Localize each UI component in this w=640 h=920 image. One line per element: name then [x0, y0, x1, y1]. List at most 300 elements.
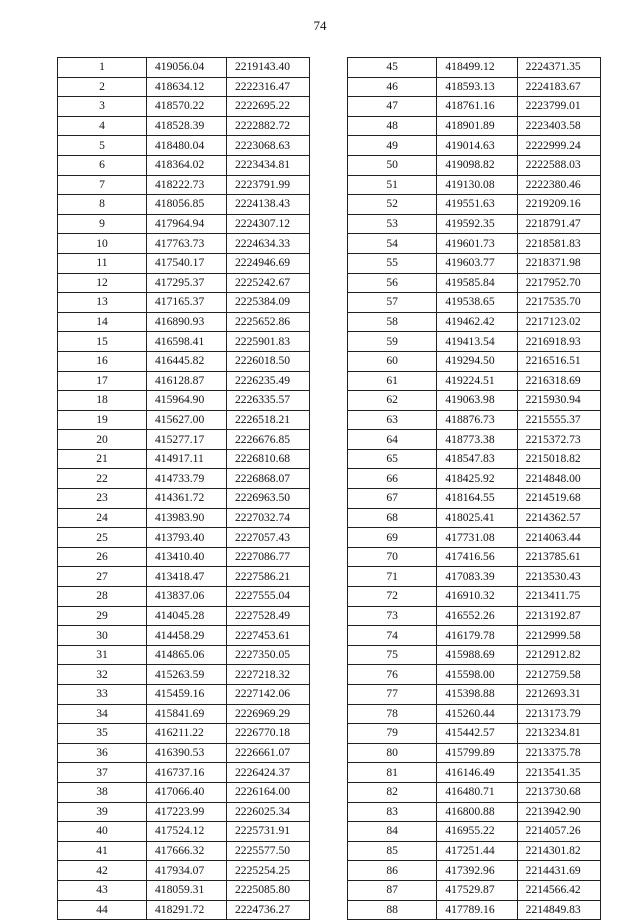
point-number-cell: 88	[348, 900, 437, 920]
x-coordinate-cell: 419056.04	[147, 58, 227, 78]
x-coordinate-cell: 417295.37	[147, 273, 227, 293]
y-coordinate-cell: 2213785.61	[517, 547, 600, 567]
point-number-cell: 5	[58, 136, 147, 156]
x-coordinate-cell: 418059.31	[147, 880, 227, 900]
x-coordinate-cell: 417789.16	[437, 900, 517, 920]
table-row	[348, 253, 601, 273]
point-number-cell: 53	[348, 214, 437, 234]
x-coordinate-cell: 417934.07	[147, 861, 227, 881]
y-coordinate-cell: 2224138.43	[227, 195, 310, 215]
x-coordinate-cell: 414458.29	[147, 626, 227, 646]
point-number-cell: 63	[348, 410, 437, 430]
point-number-cell: 49	[348, 136, 437, 156]
x-coordinate-cell: 413410.40	[147, 547, 227, 567]
x-coordinate-cell: 418773.38	[437, 430, 517, 450]
table-row	[58, 136, 310, 156]
point-number-cell: 82	[348, 782, 437, 802]
y-coordinate-cell: 2227350.05	[227, 645, 310, 665]
table-row	[348, 685, 601, 705]
table-row	[58, 77, 310, 97]
x-coordinate-cell: 413837.06	[147, 587, 227, 607]
x-coordinate-cell: 415263.59	[147, 665, 227, 685]
point-number-cell: 1	[58, 58, 147, 78]
table-row	[58, 273, 310, 293]
table-row	[58, 822, 310, 842]
point-number-cell: 7	[58, 175, 147, 195]
table-row	[58, 449, 310, 469]
x-coordinate-cell: 416445.82	[147, 351, 227, 371]
x-coordinate-cell: 418499.12	[437, 58, 517, 78]
x-coordinate-cell: 419551.63	[437, 195, 517, 215]
table-row	[58, 116, 310, 136]
point-number-cell: 10	[58, 234, 147, 254]
y-coordinate-cell: 2217952.70	[517, 273, 600, 293]
point-number-cell: 21	[58, 449, 147, 469]
table-row	[58, 704, 310, 724]
x-coordinate-cell: 418291.72	[147, 900, 227, 920]
table-row	[348, 626, 601, 646]
table-row	[58, 97, 310, 117]
x-coordinate-cell: 417964.94	[147, 214, 227, 234]
y-coordinate-cell: 2225254.25	[227, 861, 310, 881]
table-row	[58, 626, 310, 646]
table-row	[58, 645, 310, 665]
y-coordinate-cell: 2215018.82	[517, 449, 600, 469]
table-row	[348, 391, 601, 411]
x-coordinate-cell: 416128.87	[147, 371, 227, 391]
y-coordinate-cell: 2226518.21	[227, 410, 310, 430]
x-coordinate-cell: 418547.83	[437, 449, 517, 469]
point-number-cell: 40	[58, 822, 147, 842]
point-number-cell: 30	[58, 626, 147, 646]
x-coordinate-cell: 416480.71	[437, 782, 517, 802]
y-coordinate-cell: 2218581.83	[517, 234, 600, 254]
x-coordinate-cell: 415799.89	[437, 743, 517, 763]
x-coordinate-cell: 418634.12	[147, 77, 227, 97]
x-coordinate-cell: 417540.17	[147, 253, 227, 273]
table-row	[348, 645, 601, 665]
table-row	[58, 841, 310, 861]
x-coordinate-cell: 416598.41	[147, 332, 227, 352]
point-number-cell: 19	[58, 410, 147, 430]
y-coordinate-cell: 2223799.01	[517, 97, 600, 117]
table-row	[58, 547, 310, 567]
table-row	[348, 430, 601, 450]
table-row	[348, 175, 601, 195]
table-row	[58, 900, 310, 920]
page-number: 74	[313, 18, 327, 33]
point-number-cell: 50	[348, 155, 437, 175]
y-coordinate-cell: 2227218.32	[227, 665, 310, 685]
y-coordinate-cell: 2218791.47	[517, 214, 600, 234]
coordinates-table-left	[57, 57, 310, 920]
y-coordinate-cell: 2219209.16	[517, 195, 600, 215]
x-coordinate-cell: 416211.22	[147, 724, 227, 744]
table-row	[58, 58, 310, 78]
x-coordinate-cell: 416955.22	[437, 822, 517, 842]
y-coordinate-cell: 2217123.02	[517, 312, 600, 332]
table-row	[58, 351, 310, 371]
y-coordinate-cell: 2225242.67	[227, 273, 310, 293]
y-coordinate-cell: 2224946.69	[227, 253, 310, 273]
x-coordinate-cell: 416890.93	[147, 312, 227, 332]
y-coordinate-cell: 2214566.42	[517, 880, 600, 900]
table-row	[348, 77, 601, 97]
y-coordinate-cell: 2217535.70	[517, 293, 600, 313]
x-coordinate-cell: 417083.39	[437, 567, 517, 587]
table-row	[348, 195, 601, 215]
y-coordinate-cell: 2226770.18	[227, 724, 310, 744]
y-coordinate-cell: 2213530.43	[517, 567, 600, 587]
x-coordinate-cell: 418901.89	[437, 116, 517, 136]
table-row	[58, 175, 310, 195]
x-coordinate-cell: 415260.44	[437, 704, 517, 724]
point-number-cell: 70	[348, 547, 437, 567]
coordinates-table-right	[347, 57, 601, 920]
table-row	[58, 371, 310, 391]
point-number-cell: 35	[58, 724, 147, 744]
point-number-cell: 75	[348, 645, 437, 665]
x-coordinate-cell: 416800.88	[437, 802, 517, 822]
point-number-cell: 43	[58, 880, 147, 900]
x-coordinate-cell: 415277.17	[147, 430, 227, 450]
point-number-cell: 17	[58, 371, 147, 391]
y-coordinate-cell: 2214431.69	[517, 861, 600, 881]
point-number-cell: 56	[348, 273, 437, 293]
table-row	[58, 508, 310, 528]
point-number-cell: 6	[58, 155, 147, 175]
x-coordinate-cell: 415459.16	[147, 685, 227, 705]
x-coordinate-cell: 416552.26	[437, 606, 517, 626]
y-coordinate-cell: 2226335.57	[227, 391, 310, 411]
y-coordinate-cell: 2224736.27	[227, 900, 310, 920]
x-coordinate-cell: 418593.13	[437, 77, 517, 97]
table-row	[348, 567, 601, 587]
x-coordinate-cell: 418425.92	[437, 469, 517, 489]
point-number-cell: 64	[348, 430, 437, 450]
table-row	[58, 214, 310, 234]
table-row	[348, 293, 601, 313]
point-number-cell: 61	[348, 371, 437, 391]
table-row	[348, 528, 601, 548]
y-coordinate-cell: 2223403.58	[517, 116, 600, 136]
table-row	[348, 900, 601, 920]
x-coordinate-cell: 415964.90	[147, 391, 227, 411]
table-row	[348, 97, 601, 117]
table-row	[58, 391, 310, 411]
y-coordinate-cell: 2222380.46	[517, 175, 600, 195]
x-coordinate-cell: 417524.12	[147, 822, 227, 842]
point-number-cell: 9	[58, 214, 147, 234]
y-coordinate-cell: 2219143.40	[227, 58, 310, 78]
point-number-cell: 13	[58, 293, 147, 313]
x-coordinate-cell: 417066.40	[147, 782, 227, 802]
point-number-cell: 59	[348, 332, 437, 352]
y-coordinate-cell: 2212999.58	[517, 626, 600, 646]
point-number-cell: 32	[58, 665, 147, 685]
y-coordinate-cell: 2226018.50	[227, 351, 310, 371]
y-coordinate-cell: 2226868.07	[227, 469, 310, 489]
y-coordinate-cell: 2212759.58	[517, 665, 600, 685]
y-coordinate-cell: 2226235.49	[227, 371, 310, 391]
table-row	[58, 743, 310, 763]
point-number-cell: 83	[348, 802, 437, 822]
y-coordinate-cell: 2226810.68	[227, 449, 310, 469]
point-number-cell: 51	[348, 175, 437, 195]
y-coordinate-cell: 2216918.93	[517, 332, 600, 352]
table-row	[348, 116, 601, 136]
x-coordinate-cell: 418164.55	[437, 489, 517, 509]
y-coordinate-cell: 2213541.35	[517, 763, 600, 783]
table-row	[348, 332, 601, 352]
point-number-cell: 62	[348, 391, 437, 411]
table-row	[348, 214, 601, 234]
x-coordinate-cell: 419130.08	[437, 175, 517, 195]
x-coordinate-cell: 417529.87	[437, 880, 517, 900]
x-coordinate-cell: 416179.78	[437, 626, 517, 646]
point-number-cell: 11	[58, 253, 147, 273]
point-number-cell: 39	[58, 802, 147, 822]
y-coordinate-cell: 2227032.74	[227, 508, 310, 528]
x-coordinate-cell: 419585.84	[437, 273, 517, 293]
point-number-cell: 8	[58, 195, 147, 215]
table-row	[58, 410, 310, 430]
y-coordinate-cell: 2227555.04	[227, 587, 310, 607]
table-row	[348, 508, 601, 528]
table-row	[58, 880, 310, 900]
y-coordinate-cell: 2213942.90	[517, 802, 600, 822]
y-coordinate-cell: 2224183.67	[517, 77, 600, 97]
y-coordinate-cell: 2227057.43	[227, 528, 310, 548]
y-coordinate-cell: 2214063.44	[517, 528, 600, 548]
point-number-cell: 47	[348, 97, 437, 117]
point-number-cell: 57	[348, 293, 437, 313]
point-number-cell: 24	[58, 508, 147, 528]
point-number-cell: 4	[58, 116, 147, 136]
table-row	[348, 704, 601, 724]
point-number-cell: 14	[58, 312, 147, 332]
point-number-cell: 81	[348, 763, 437, 783]
y-coordinate-cell: 2226025.34	[227, 802, 310, 822]
y-coordinate-cell: 2227453.61	[227, 626, 310, 646]
x-coordinate-cell: 417165.37	[147, 293, 227, 313]
y-coordinate-cell: 2227142.06	[227, 685, 310, 705]
point-number-cell: 3	[58, 97, 147, 117]
y-coordinate-cell: 2227528.49	[227, 606, 310, 626]
x-coordinate-cell: 414045.28	[147, 606, 227, 626]
table-row	[348, 724, 601, 744]
y-coordinate-cell: 2214057.26	[517, 822, 600, 842]
y-coordinate-cell: 2226969.29	[227, 704, 310, 724]
y-coordinate-cell: 2213730.68	[517, 782, 600, 802]
x-coordinate-cell: 419538.65	[437, 293, 517, 313]
x-coordinate-cell: 419014.63	[437, 136, 517, 156]
table-row	[58, 312, 310, 332]
y-coordinate-cell: 2212693.31	[517, 685, 600, 705]
x-coordinate-cell: 419224.51	[437, 371, 517, 391]
y-coordinate-cell: 2216318.69	[517, 371, 600, 391]
point-number-cell: 41	[58, 841, 147, 861]
y-coordinate-cell: 2212912.82	[517, 645, 600, 665]
y-coordinate-cell: 2222695.22	[227, 97, 310, 117]
table-row	[58, 763, 310, 783]
table-row	[348, 410, 601, 430]
x-coordinate-cell: 419098.82	[437, 155, 517, 175]
table-row	[348, 449, 601, 469]
point-number-cell: 85	[348, 841, 437, 861]
point-number-cell: 34	[58, 704, 147, 724]
point-number-cell: 45	[348, 58, 437, 78]
point-number-cell: 65	[348, 449, 437, 469]
y-coordinate-cell: 2224634.33	[227, 234, 310, 254]
table-row	[348, 469, 601, 489]
point-number-cell: 72	[348, 587, 437, 607]
point-number-cell: 31	[58, 645, 147, 665]
table-row	[348, 371, 601, 391]
y-coordinate-cell: 2223434.81	[227, 155, 310, 175]
x-coordinate-cell: 415598.00	[437, 665, 517, 685]
y-coordinate-cell: 2227086.77	[227, 547, 310, 567]
point-number-cell: 42	[58, 861, 147, 881]
table-row	[348, 136, 601, 156]
table-row	[348, 234, 601, 254]
point-number-cell: 16	[58, 351, 147, 371]
point-number-cell: 29	[58, 606, 147, 626]
point-number-cell: 78	[348, 704, 437, 724]
x-coordinate-cell: 417416.56	[437, 547, 517, 567]
table-row	[348, 763, 601, 783]
x-coordinate-cell: 418364.02	[147, 155, 227, 175]
point-number-cell: 73	[348, 606, 437, 626]
point-number-cell: 23	[58, 489, 147, 509]
y-coordinate-cell: 2222999.24	[517, 136, 600, 156]
table-row	[58, 253, 310, 273]
table-row	[58, 155, 310, 175]
table-row	[348, 547, 601, 567]
table-row	[348, 606, 601, 626]
table-row	[348, 782, 601, 802]
x-coordinate-cell: 416910.32	[437, 587, 517, 607]
y-coordinate-cell: 2213173.79	[517, 704, 600, 724]
x-coordinate-cell: 419413.54	[437, 332, 517, 352]
y-coordinate-cell: 2215555.37	[517, 410, 600, 430]
table-row	[58, 489, 310, 509]
y-coordinate-cell: 2222882.72	[227, 116, 310, 136]
point-number-cell: 60	[348, 351, 437, 371]
x-coordinate-cell: 414917.11	[147, 449, 227, 469]
x-coordinate-cell: 417666.32	[147, 841, 227, 861]
x-coordinate-cell: 415841.69	[147, 704, 227, 724]
point-number-cell: 12	[58, 273, 147, 293]
x-coordinate-cell: 414361.72	[147, 489, 227, 509]
x-coordinate-cell: 418056.85	[147, 195, 227, 215]
point-number-cell: 79	[348, 724, 437, 744]
y-coordinate-cell: 2225085.80	[227, 880, 310, 900]
x-coordinate-cell: 416390.53	[147, 743, 227, 763]
point-number-cell: 84	[348, 822, 437, 842]
table-row	[58, 528, 310, 548]
x-coordinate-cell: 418480.04	[147, 136, 227, 156]
point-number-cell: 37	[58, 763, 147, 783]
table-row	[58, 606, 310, 626]
x-coordinate-cell: 418528.39	[147, 116, 227, 136]
x-coordinate-cell: 419063.98	[437, 391, 517, 411]
table-row	[348, 273, 601, 293]
point-number-cell: 28	[58, 587, 147, 607]
table-row	[58, 469, 310, 489]
point-number-cell: 44	[58, 900, 147, 920]
x-coordinate-cell: 417392.96	[437, 861, 517, 881]
table-row	[58, 430, 310, 450]
x-coordinate-cell: 417763.73	[147, 234, 227, 254]
y-coordinate-cell: 2214301.82	[517, 841, 600, 861]
y-coordinate-cell: 2226424.37	[227, 763, 310, 783]
point-number-cell: 54	[348, 234, 437, 254]
point-number-cell: 36	[58, 743, 147, 763]
point-number-cell: 55	[348, 253, 437, 273]
table-row	[348, 861, 601, 881]
y-coordinate-cell: 2225652.86	[227, 312, 310, 332]
y-coordinate-cell: 2213234.81	[517, 724, 600, 744]
y-coordinate-cell: 2226661.07	[227, 743, 310, 763]
point-number-cell: 33	[58, 685, 147, 705]
table-row	[58, 293, 310, 313]
point-number-cell: 80	[348, 743, 437, 763]
table-row	[348, 841, 601, 861]
point-number-cell: 76	[348, 665, 437, 685]
x-coordinate-cell: 418222.73	[147, 175, 227, 195]
y-coordinate-cell: 2222316.47	[227, 77, 310, 97]
y-coordinate-cell: 2214848.00	[517, 469, 600, 489]
table-row	[58, 195, 310, 215]
x-coordinate-cell: 418761.16	[437, 97, 517, 117]
x-coordinate-cell: 417251.44	[437, 841, 517, 861]
point-number-cell: 2	[58, 77, 147, 97]
x-coordinate-cell: 419294.50	[437, 351, 517, 371]
x-coordinate-cell: 413983.90	[147, 508, 227, 528]
x-coordinate-cell: 418570.22	[147, 97, 227, 117]
y-coordinate-cell: 2214362.57	[517, 508, 600, 528]
y-coordinate-cell: 2216516.51	[517, 351, 600, 371]
point-number-cell: 26	[58, 547, 147, 567]
x-coordinate-cell: 415442.57	[437, 724, 517, 744]
y-coordinate-cell: 2215372.73	[517, 430, 600, 450]
table-row	[58, 587, 310, 607]
y-coordinate-cell: 2225901.83	[227, 332, 310, 352]
table-row	[348, 743, 601, 763]
table-row	[348, 312, 601, 332]
point-number-cell: 15	[58, 332, 147, 352]
x-coordinate-cell: 418025.41	[437, 508, 517, 528]
x-coordinate-cell: 413793.40	[147, 528, 227, 548]
x-coordinate-cell: 419601.73	[437, 234, 517, 254]
table-row	[348, 155, 601, 175]
y-coordinate-cell: 2213375.78	[517, 743, 600, 763]
x-coordinate-cell: 414733.79	[147, 469, 227, 489]
y-coordinate-cell: 2222588.03	[517, 155, 600, 175]
table-row	[348, 822, 601, 842]
x-coordinate-cell: 417731.08	[437, 528, 517, 548]
x-coordinate-cell: 419462.42	[437, 312, 517, 332]
x-coordinate-cell: 416737.16	[147, 763, 227, 783]
table-row	[58, 685, 310, 705]
y-coordinate-cell: 2223791.99	[227, 175, 310, 195]
x-coordinate-cell: 418876.73	[437, 410, 517, 430]
table-row	[348, 665, 601, 685]
table-row	[58, 861, 310, 881]
y-coordinate-cell: 2225731.91	[227, 822, 310, 842]
x-coordinate-cell: 413418.47	[147, 567, 227, 587]
